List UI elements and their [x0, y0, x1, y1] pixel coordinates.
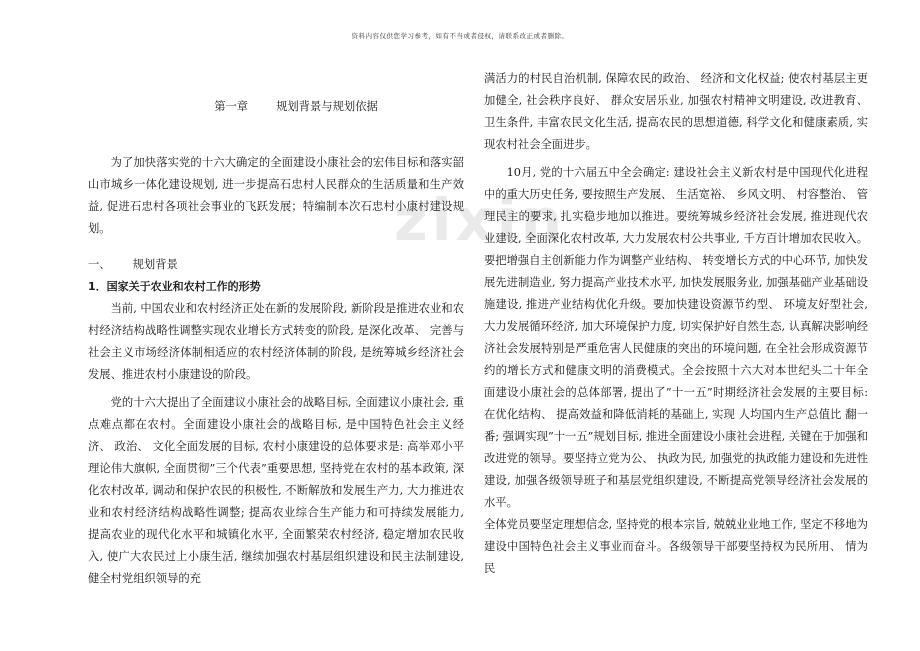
chapter-title: 规划背景与规划依据: [276, 100, 378, 113]
section-number: 一、: [88, 258, 111, 271]
right-column: [484, 68, 868, 580]
paragraph-1: 当前, 中国农业和农村经济正处在新的发展阶段, 新阶段是推进农业和农村经济结构战略性调整实现农业增长方式转变的阶段, 是深化改革、 完善与社会主义市场经济体制相适应的农村经济体制的阶段, 是统筹城乡经济社会发展、推进农村小康建设的阶段。: [88, 302, 464, 381]
paragraph-3: 10月, 党的十六届五中全会确定: 建设社会主义新农村是中国现代化进程中的重大历史任务, 要按照生产发展、 生活宽裕、 乡风文明、 村容整治、 管理民主的要求, 扎实稳步地加以推进。要统筹城乡经济社会发展, 推进现代农业建设, 全面深化农村改革, 大力发展农村公共事业, 千方百计增加农民收入。要把增强自主创新能力作为调整产业结构、 转变增长方式的中心环节, 加快发展先进制造业, 努力提高产业技术水平, 加快发展服务业, 加强基础产业基础设施建设, 推进产业结构优化升级。要加快建设资源节约型、 环境友好型社会, 大力发展循环经济, 加大环境保护力度, 切实保护好自然生态, 认真解决影响经济社会发展特别是严重危害人民健康的突出的环境问题, 在全社会形成资源节约的增长方式和健康文明的消费模式。全会按照十六大对本世纪头二十年全面建设小康社会的总体部署, 提出了”十一五”时期经济社会发展的主要目标: 在优化结构、 提高效益和降低消耗的基础上, 实现 人均国内生产总值比 翻一番; 强调实现”十一五”规划目标, 推进全面建设小康社会进程, 关键在于加强和改进党的领导。要坚持立党为公、 执政为民, 加强党的执政能力建设和先进性建设, 加强各级领导班子和基层党组织建设, 不断提高党领导经济社会发展的水平。: [484, 166, 868, 509]
section-heading: [88, 254, 464, 276]
paragraph-4: 全体党员要坚定理想信念, 坚持党的根本宗旨, 兢兢业业地工作, 坚定不移地为建设中国特色社会主义事业而奋斗。各级领导干部要坚持权为民所用、 情为民: [484, 518, 868, 575]
header-note: 资料内容仅供您学习参考，如有不当或者侵权，请联系改正或者删除。: [351, 32, 569, 40]
intro-paragraph: 为了加快落实党的十六大确定的全面建设小康社会的宏伟目标和落实韶山市城乡一体化建设规划, 进一步提高石忠村人民群众的生活质量和生产效益, 促进石忠村各项社会事业的飞跃发展；特编制本次石忠村小康村建设规划。: [88, 156, 464, 235]
paragraph-2: 党的十六大提出了全面建议小康社会的战略目标, 全面建议小康社会, 重点难点都在农村。全面建设小康社会的战略目标, 是中国特色社会主义经济、 政治、 文化全面发展的目标, 农村小康建设的总体要求是: 高举邓小平理论伟大旗帜, 全面贯彻”三个代表”重要思想, 坚持党在农村的基本政策, 深化农村改革, 调动和保护农民的积极性, 不断解放和发展生产力, 大力推进农业和农村经济结构战略性调整; 提高农业综合生产能力和可持续发展能力, 提高农业的现代化水平和城镇化水平, 全面繁荣农村经济, 稳定增加农民收入, 使广大农民过上小康生活, 继续加强农村基层组织建设和民主法制建设, 健全村党组织领导的充: [88, 396, 464, 585]
chapter-heading: [88, 96, 464, 118]
section-title: 规划背景: [132, 258, 178, 271]
chapter-number: 第一章: [214, 100, 249, 113]
paragraph-continued: 满活力的村民自治机制, 保障农民的政治、 经济和文化权益; 使农村基层主更加健全, 社会秩序良好、 群众安居乐业, 加强农村精神文明建设, 改进教育、卫生条件, 丰富农民文化生活, 提高农民的思想道德, 科学文化和健康素质, 实现农村社会全面进步。: [484, 72, 868, 151]
subsection-heading: 1．国家关于农业和农村工作的形势: [88, 280, 261, 293]
watermark-text: zixin: [393, 186, 567, 254]
left-column: [88, 96, 464, 590]
